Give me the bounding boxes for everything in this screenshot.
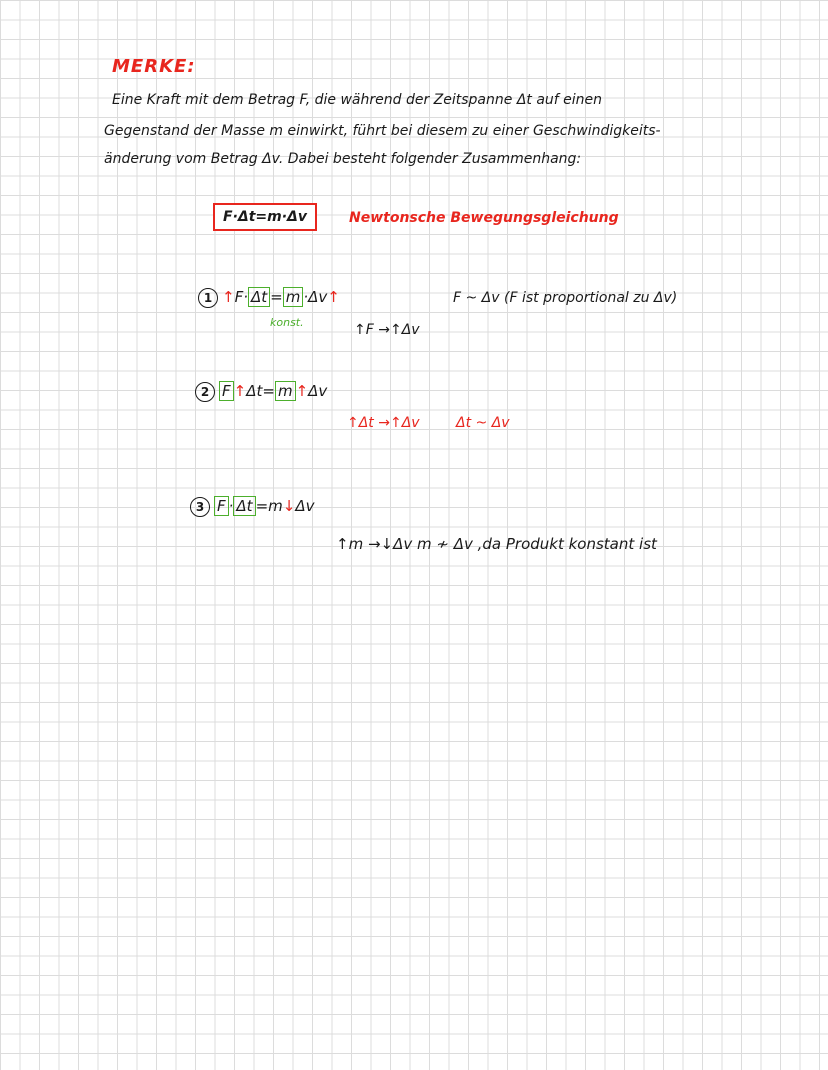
case-3-force-box: F: [214, 496, 229, 516]
note-title: MERKE:: [112, 56, 196, 77]
case-2-mass-box: m: [275, 381, 296, 401]
case-number: 3: [190, 497, 210, 517]
case-1-velocity: Δv: [308, 288, 328, 306]
case-1-time-box: Δt: [248, 287, 270, 307]
case-3-time-box: Δt: [233, 496, 255, 516]
case-3-equation: 3 F · Δt =m↓Δv: [190, 497, 315, 517]
case-2-time: Δt: [246, 382, 263, 400]
case-3-result: ↑m →↓Δv m ≁ Δv ,da Produkt konstant ist: [336, 535, 657, 553]
note-line-2: Gegenstand der Masse m einwirkt, führt bei diesem zu einer Geschwindigkeits-: [104, 123, 661, 139]
formula-name: Newtonsche Bewegungsgleichung: [349, 210, 619, 226]
formula-box: [213, 203, 317, 231]
case-number: 1: [198, 288, 218, 308]
arrow-up-icon: ↑: [233, 382, 247, 400]
case-2-result: ↑Δt →↑Δv: [347, 415, 420, 431]
arrow-up-icon: ↑: [295, 382, 309, 400]
case-1-note: F ~ Δv (F ist proportional zu Δv): [453, 290, 678, 306]
arrow-up-icon: ↑: [327, 288, 340, 306]
case-3-velocity: Δv: [295, 497, 315, 515]
constant-label: konst.: [270, 316, 304, 329]
case-2-note: Δt ~ Δv: [456, 415, 510, 431]
case-1-mass-box: m: [283, 287, 304, 307]
case-number: 2: [195, 382, 215, 402]
case-3-mass: m: [268, 497, 283, 515]
case-1-result: ↑F →↑Δv: [354, 322, 420, 338]
arrow-down-icon: ↓: [282, 497, 296, 515]
case-2-velocity: Δv: [308, 382, 328, 400]
case-2-force-box: F: [219, 381, 234, 401]
note-line-3: änderung vom Betrag Δv. Dabei besteht folgender Zusammenhang:: [104, 151, 582, 167]
case-1-equation: 1 ↑F· Δt = m ·Δv↑: [198, 288, 340, 308]
note-line-1: Eine Kraft mit dem Betrag F, die während der Zeitspanne Δt auf einen: [112, 92, 603, 108]
case-2-equation: 2 F ↑Δt= m ↑Δv: [195, 382, 327, 402]
case-1-force: F: [234, 288, 244, 306]
arrow-up-icon: ↑: [222, 288, 235, 306]
formula-equation: F·Δt=m·Δv: [223, 209, 308, 225]
